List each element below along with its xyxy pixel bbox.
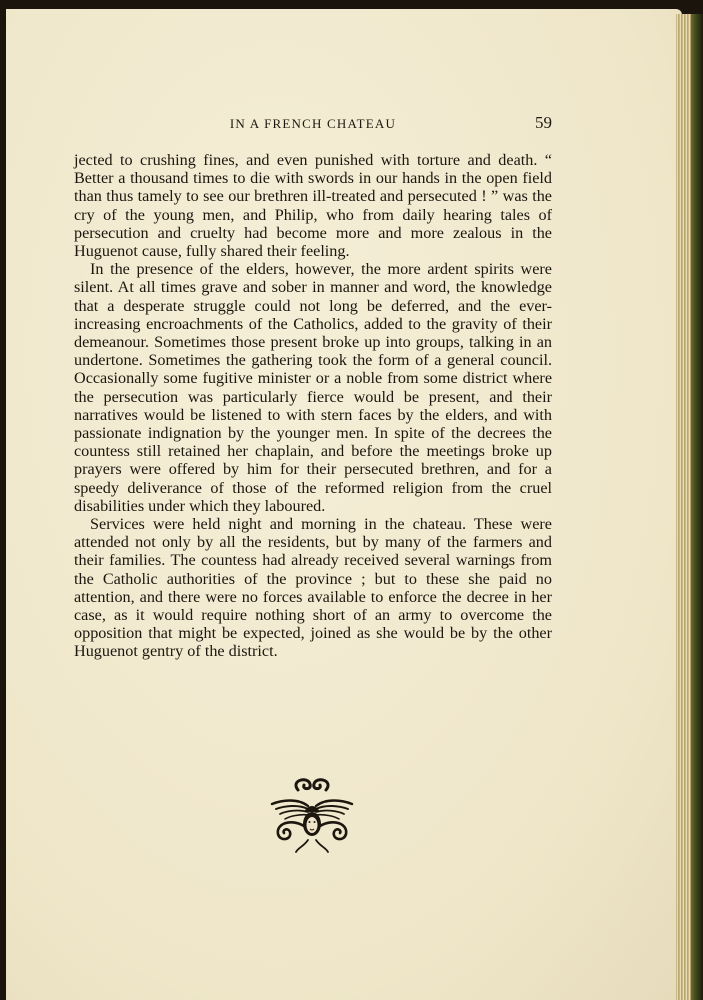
- book-cover-edge: [691, 14, 703, 1000]
- running-head: [74, 113, 552, 137]
- winged-cherub-head-ornament-icon: [268, 776, 356, 854]
- paragraph-1: jected to crushing fines, and even punished with torture and death. “ Better a thousand times to die with swords in our hands in the open field than thus tamely to see our brethren ill-treated and persecuted ! ” was the cry of the young men, and Philip, who from daily hearing tales of persecution and cruelty had become more and more zealous in the Huguenot cause, fully shared their feeling.: [74, 151, 552, 261]
- body-text: [74, 151, 552, 661]
- running-title: IN A FRENCH CHATEAU: [229, 116, 397, 131]
- paragraph-2: In the presence of the elders, however, the more ardent spirits were silent. At all times grave and sober in manner and word, the knowledge that a desperate struggle could not long be deferred, and the ever-increasing encroachments of the Catholics, added to the gravity of their demeanour. Sometimes those present broke up into groups, talking in an undertone. Sometimes the gathering took the form of a general council. Occasionally some fugitive minister or a noble from some district where the persecution was particularly fierce would be present, and their narratives would be listened to with stern faces by the elders, and with passionate indignation by the younger men. In spite of the decrees the countess still retained her chaplain, and before the meetings broke up prayers were offered by him for their persecuted brethren, and for a speedy deliverance of those of the reformed religion from the cruel disabilities under which they laboured.: [74, 260, 552, 515]
- page-number: 59: [535, 113, 552, 132]
- paragraph-3: Services were held night and morning in the chateau. These were attended not only by all the residents, but by many of the farmers and their families. The countess had already received several warnings from the Catholic authorities of the province ; but to these she paid no attention, and there were no forces available to enforce the decree in her case, as it would require nothing short of an army to overcome the opposition that might be expected, joined as she would be by the other Huguenot gentry of the district.: [74, 515, 552, 661]
